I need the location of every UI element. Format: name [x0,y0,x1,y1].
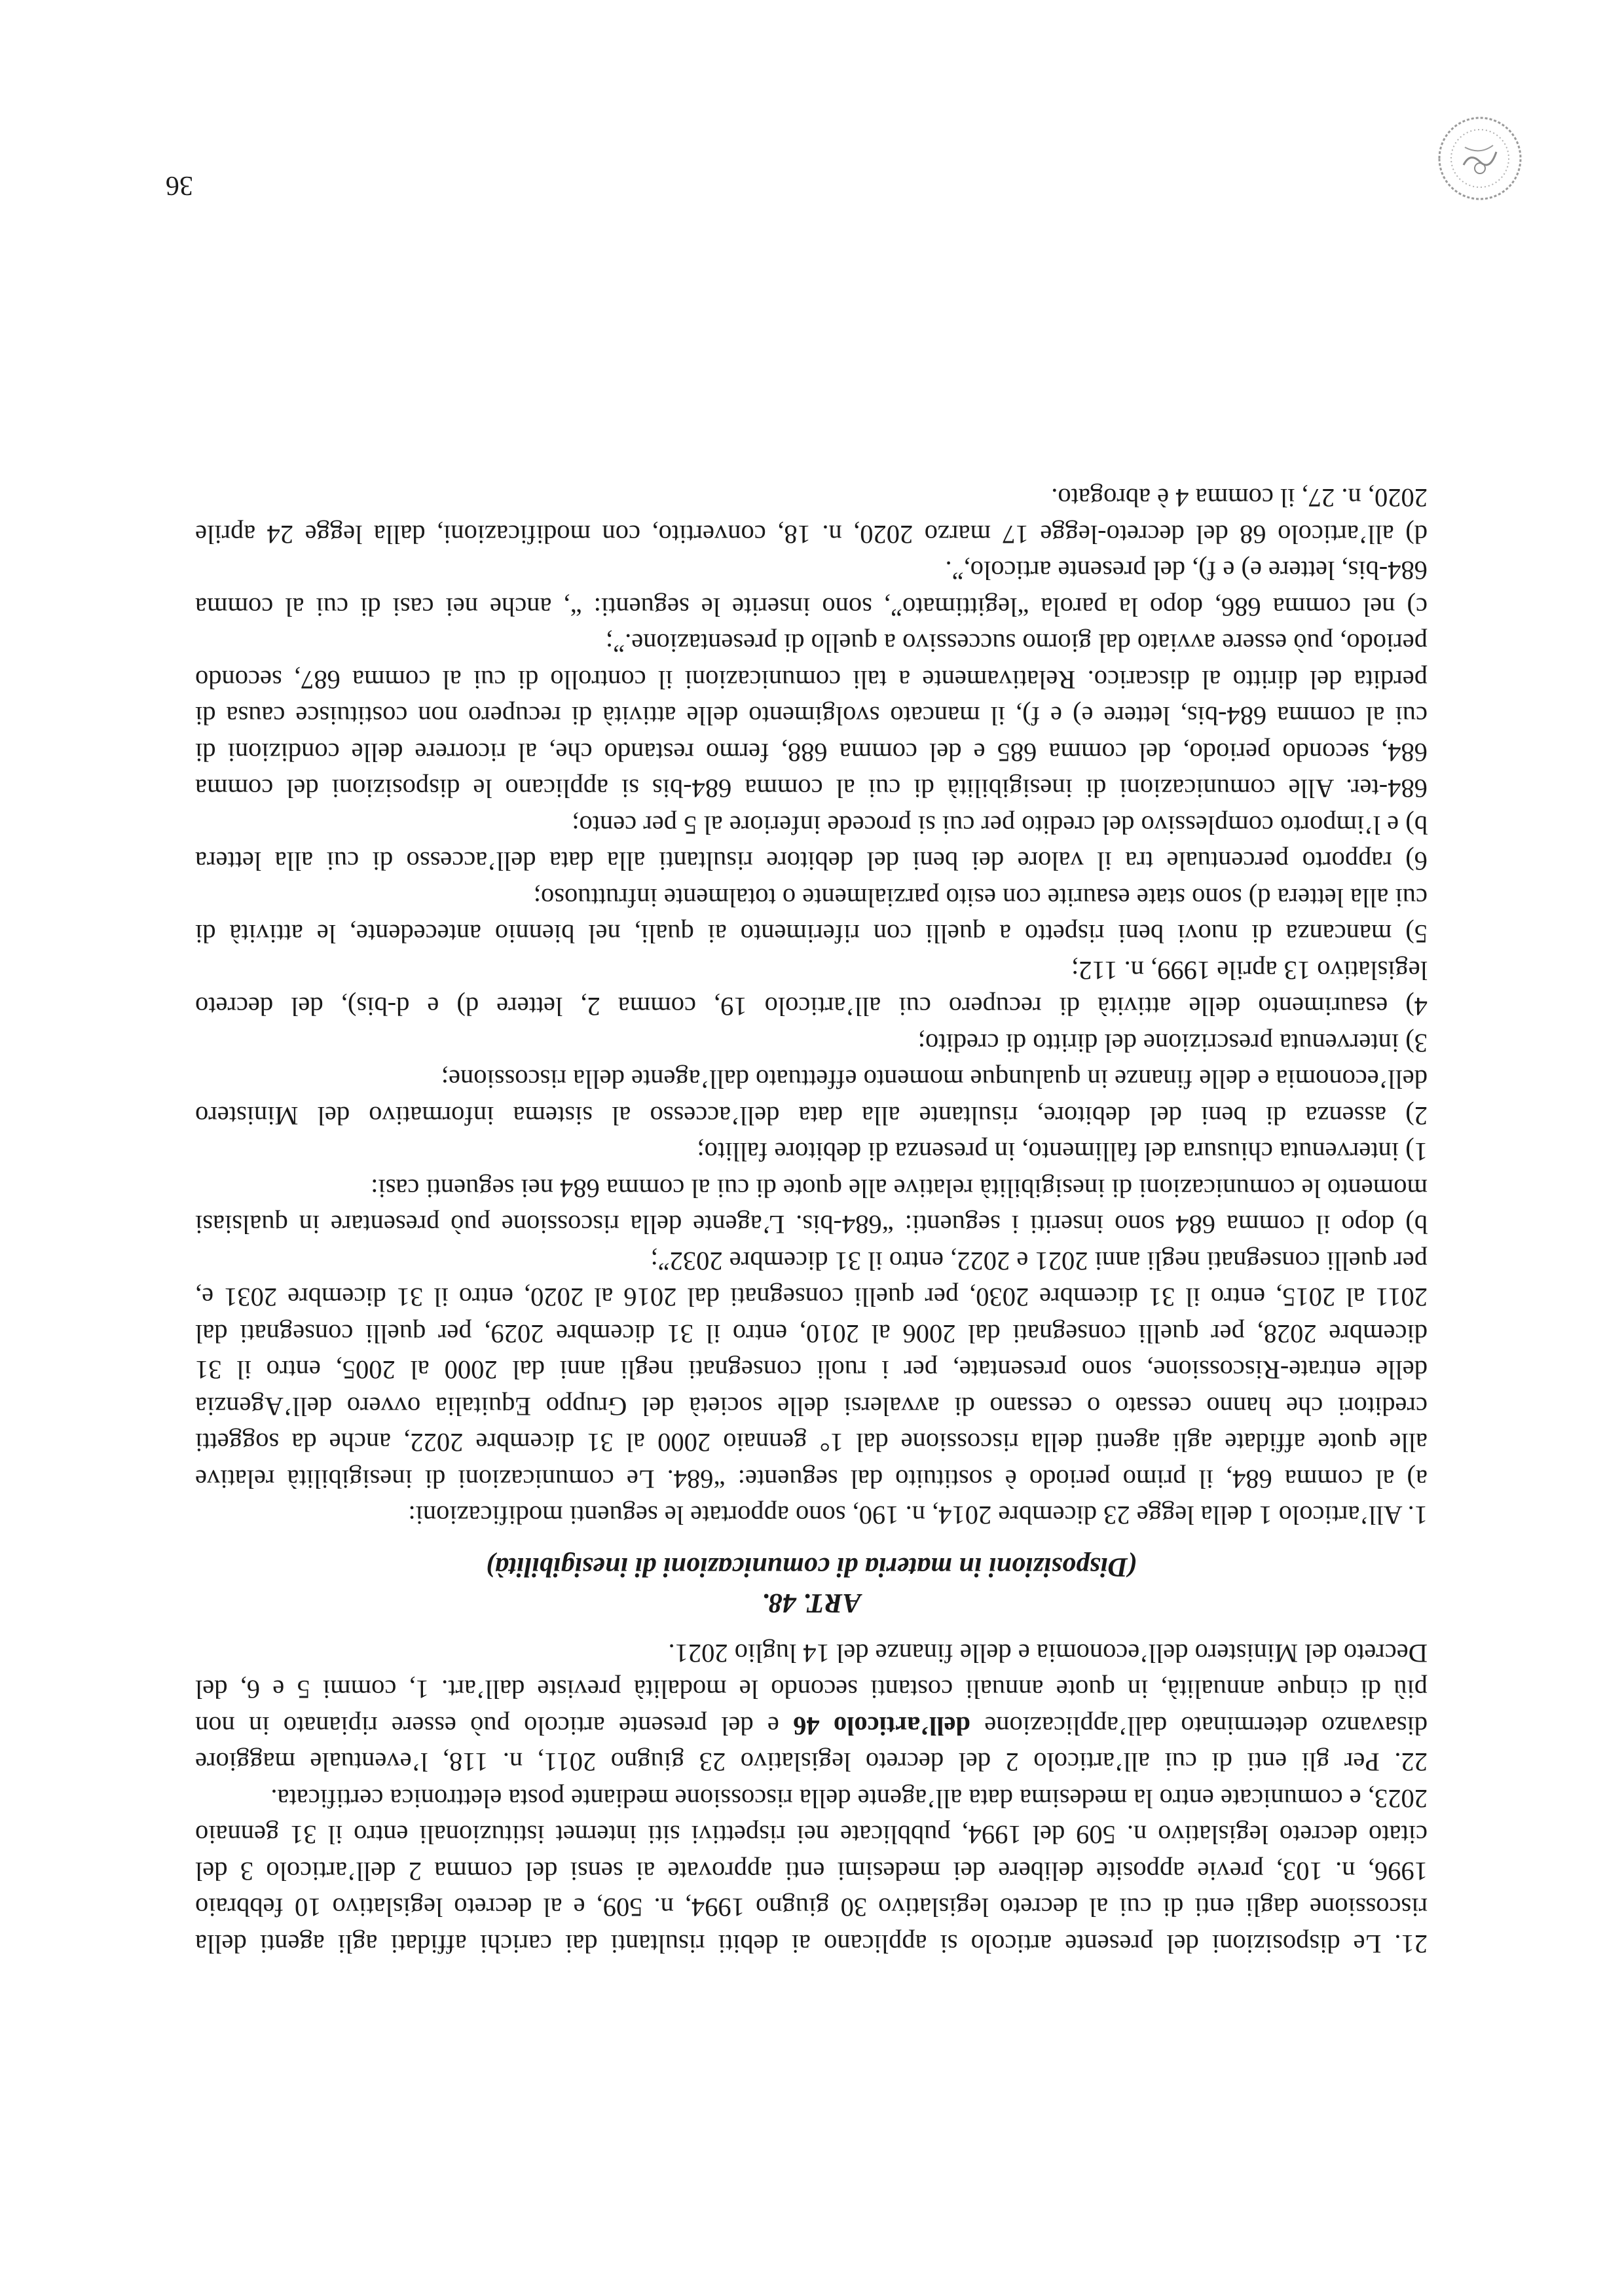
text-line: 2020, n. 27, il comma 4 è abrogato. [1051,483,1428,513]
text-line: più di cinque annualità, in quote annuali costanti secondo le modalità previste dall’art. 1, commi 5 e 6, del [195,1675,1428,1705]
paragraph-comma-22 [195,1635,1428,1781]
text-line: 1. All’articolo 1 della legge 23 dicembre 2014, n. 190, sono apportate le seguenti modificazioni: [408,1501,1428,1531]
paragraph-684-ter [195,625,1428,807]
text-line: creditori che hanno cessato o cessano di avvalersi delle società del Gruppo Equitalia ovvero dell’Agenzia [195,1392,1428,1421]
text-line: dell’economia e delle finanze in qualunque momento effettuato dall’agente della riscossione; [441,1065,1428,1095]
text-line: cui alla lettera d) sono state esaurite con esito parzialmente o totalmente infruttuoso; [533,883,1428,913]
paragraph-comma-21 [195,1781,1428,1963]
text-line: legislativo 13 aprile 1999, n. 112; [1071,956,1428,985]
text-line: 684-bis, lettere e) e f), del presente articolo,”. [945,556,1428,586]
text-line: alle quote affidate agli agenti della riscossione dal 1° gennaio 2000 al 31 dicembre 2022, anche da soggetti [195,1428,1428,1458]
text-line: momento le comunicazioni di inesigibilità relative alle quote di cui al comma 684 nei seguenti casi: [371,1174,1428,1203]
stamp-seal [1431,109,1529,208]
text-line: 2023, e comunicate entro la medesima data all’agente della riscossione mediante posta elettronica certificata. [270,1784,1428,1813]
text-line: 2011 al 2015, entro il 31 dicembre 2030, per quelli consegnati dal 2016 al 2020, entro il 31 dicembre 2031 e, [195,1283,1428,1313]
case-2 [195,1061,1428,1134]
paragraph-letter-d [195,480,1428,553]
text-line: b) e l’importo complessivo del credito per cui si procede inferiore al 5 per cento; [572,811,1428,840]
text-line: riscossione dagli enti di cui al decreto legislativo 30 giugno 1994, n. 509, e al decreto legislativo 10 febbraio [195,1893,1428,1923]
bold-reference: dell’articolo 46 [793,1711,971,1741]
text-line: b) dopo il comma 684 sono inseriti i seguenti: “684-bis. L’agente della riscossione può presentare in qualsiasi [195,1210,1428,1240]
text-line: 22. Per gli enti di cui all’articolo 2 del decreto legislativo 23 giugno 2011, n. 118, l’eventuale maggiore [195,1747,1428,1777]
text-line: periodo, può essere avviato dal giorno successivo a quello di presentazione.”; [605,629,1428,659]
text-line: Decreto del Ministero dell’economia e delle finanze del 14 luglio 2021. [668,1639,1428,1668]
paragraph-letter-c [195,553,1428,625]
paragraph-letter-a [195,1243,1428,1498]
text-line: 2) assenza di beni del debitore, risultante alla data dell’accesso al sistema informativo del Ministero [195,1101,1428,1131]
text-line: 6) rapporto percentuale tra il valore dei beni del debitore risultanti alla data dell’accesso di cui alla lettera [195,847,1428,877]
document-body [195,480,1428,1962]
page-number: 36 [166,170,193,200]
text-fragment: e del presente articolo può essere ripianato in non [194,1711,794,1741]
text-line: per quelli consegnati negli anni 2021 e 2022, entro il 31 dicembre 2032”; [650,1247,1428,1276]
text-line: a) al comma 684, il primo periodo è sostituito dal seguente: “684. Le comunicazioni di inesigibilità relative [195,1465,1428,1494]
text-line: 1996, n. 103, previe apposite delibere dei medesimi enti approvate ai sensi del comma 2 dell’articolo 3 del [195,1857,1428,1886]
article-subheading: (Disposizioni in materia di comunicazioni di inesigibilità) [485,1552,1137,1582]
text-line: dicembre 2028, per quelli consegnati dal 2006 al 2010, entro il 31 dicembre 2029, per quelli consegnati dal [195,1319,1428,1349]
text-line: 4) esaurimento delle attività di recupero cui all’articolo 19, comma 2, lettere d) e d-bis), del decreto [195,992,1428,1022]
paragraph-comma-1 [195,1497,1428,1534]
case-4 [195,953,1428,1025]
case-5 [195,880,1428,953]
text-line: 5) mancanza di nuovi beni rispetto a quelli con riferimento ai quali, nel biennio antecedente, le attività di [195,919,1428,949]
text-line: perdita del diritto al discarico. Relativamente a tali comunicazioni il controllo di cui al comma 687, secondo [195,665,1428,695]
case-3 [195,1025,1428,1062]
text-line: d) all’articolo 68 del decreto-legge 17 marzo 2020, n. 18, convertito, con modificazioni, dalla legge 24 aprile [195,520,1428,549]
text-line [195,1708,1428,1745]
paragraph-letter-b [195,1171,1428,1243]
text-line: 1) intervenuta chiusura del fallimento, in presenza di debitore fallito; [697,1137,1428,1167]
text-fragment: disavanzo determinato dall’applicazione [970,1711,1428,1741]
text-line: 684, secondo periodo, del comma 685 e del comma 688, fermo restando che, al ricorrere delle condizioni di [195,738,1428,767]
case-1 [195,1134,1428,1171]
text-line: delle entrate-Riscossione, sono presentate, per i ruoli consegnati negli anni dal 2000 al 2005, entro il 31 [195,1355,1428,1385]
text-line: 21. Le disposizioni del presente articolo si applicano ai debiti risultanti dai carichi affidati agli agenti della [195,1929,1428,1959]
text-line: citato decreto legislativo n. 509 del 1994, pubblicate nei rispettivi siti internet istituzionali entro il 31 gennaio [195,1820,1428,1850]
case-6 [195,807,1428,880]
text-line: 3) intervenuta prescrizione del diritto di credito; [917,1029,1428,1058]
text-line: c) nel comma 686, dopo la parola “legittimato”, sono inserite le seguenti: “, anche nei casi di cui al comma [195,592,1428,622]
article-heading: ART. 48. [762,1588,861,1618]
text-line: 684-ter. Alle comunicazioni di inesigibilità di cui al comma 684-bis si applicano le disposizioni del comma [195,774,1428,804]
text-line: cui al comma 684-bis, lettere e) e f), il mancato svolgimento delle attività di recupero non costituisce causa di [195,701,1428,731]
